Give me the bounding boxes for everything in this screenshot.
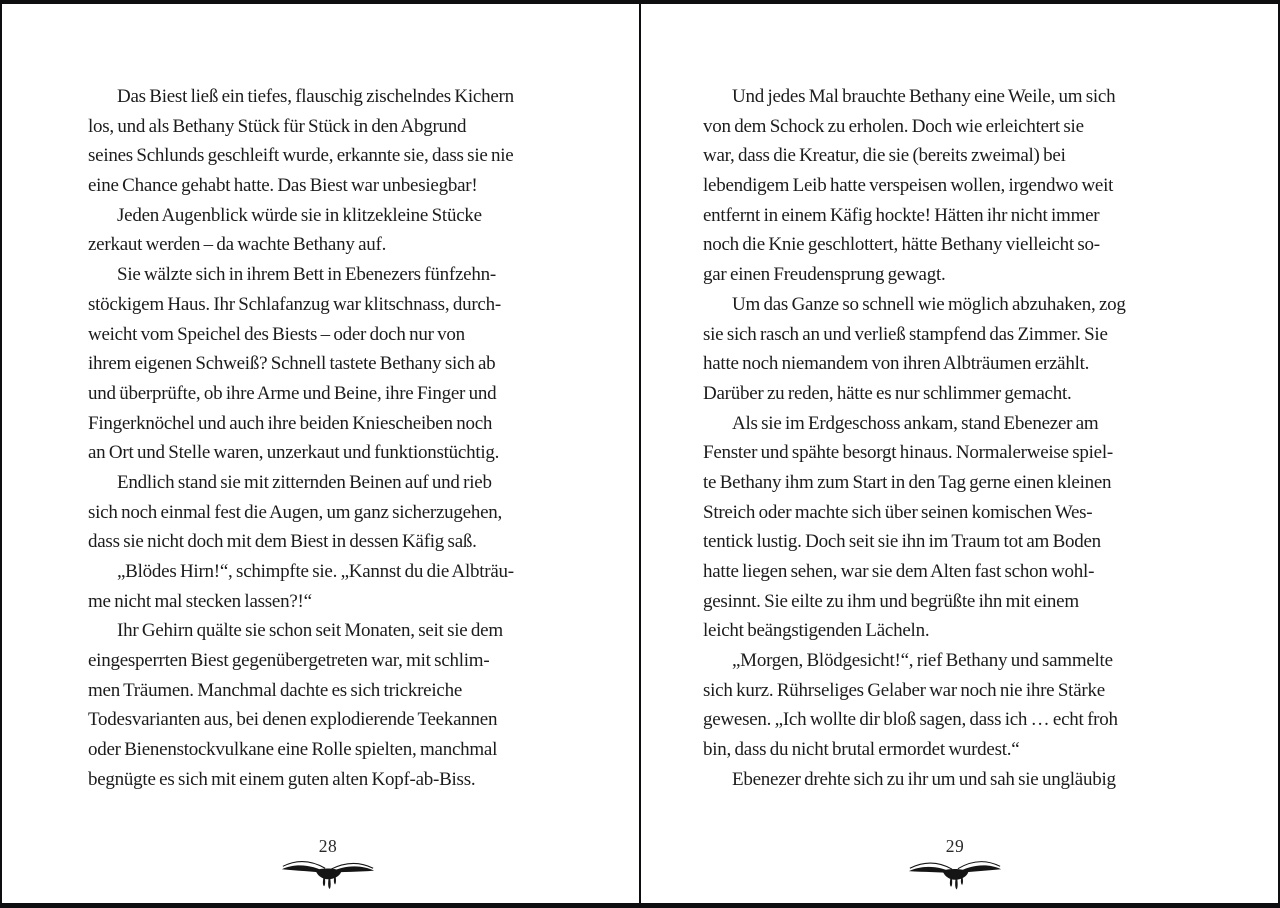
frame-left-edge xyxy=(0,0,2,908)
text-line: Als sie im Erdgeschoss ankam, stand Ebenezer am xyxy=(732,412,1099,434)
text-line: Todesvarianten aus, bei denen explodierende Teekannen xyxy=(88,709,498,731)
text-line: gewesen. „Ich wollte dir bloß sagen, dass ich … echt froh xyxy=(703,709,1118,731)
page-left-footer xyxy=(268,836,388,896)
text-line: Fingerknöchel und auch ihre beiden Kniescheiben noch xyxy=(88,412,493,434)
text-line: „Blödes Hirn!“, schimpfte sie. „Kannst du die Albträu- xyxy=(117,561,514,582)
text-line: stöckigem Haus. Ihr Schlafanzug war klitschnass, durch- xyxy=(88,293,501,315)
text-line: eingesperrten Biest gegenübergetreten war, mit schlim- xyxy=(88,650,490,672)
text-line: Das Biest ließ ein tiefes, flauschig zischelndes Kichern xyxy=(117,86,514,107)
text-line: Endlich stand sie mit zitternden Beinen auf und rieb xyxy=(117,471,492,493)
text-line: Darüber zu reden, hätte es nur schlimmer gemacht. xyxy=(703,382,1072,404)
text-line: entfernt in einem Käfig hockte! Hätten ihr nicht immer xyxy=(703,204,1100,226)
text-line: zerkaut werden – da wachte Bethany auf. xyxy=(88,234,387,256)
text-line: Fenster und spähte besorgt hinaus. Normalerweise spiel- xyxy=(703,442,1113,464)
text-line: noch die Knie geschlottert, hätte Bethany vielleicht so- xyxy=(703,234,1100,256)
text-line: Um das Ganze so schnell wie möglich abzuhaken, zog xyxy=(732,293,1126,315)
text-line: dass sie nicht doch mit dem Biest in dessen Käfig saß. xyxy=(88,531,477,553)
text-line: war, dass die Kreatur, die sie (bereits zweimal) bei xyxy=(703,145,1066,167)
text-line: Ebenezer drehte sich zu ihr um und sah sie ungläubig xyxy=(732,768,1116,790)
text-line: te Bethany ihm zum Start in den Tag gerne einen kleinen xyxy=(703,471,1112,493)
winged-drip-ornament-icon xyxy=(280,857,376,896)
page-number-right: 29 xyxy=(945,836,965,856)
text-line: Streich oder machte sich über seinen komischen Wes- xyxy=(703,501,1093,523)
text-line: gar einen Freudensprung gewagt. xyxy=(703,264,946,286)
text-line: los, und als Bethany Stück für Stück in den Abgrund xyxy=(88,115,467,137)
text-line: an Ort und Stelle waren, unzerkaut und funktionstüchtig. xyxy=(88,442,500,464)
page-number-left: 28 xyxy=(318,836,338,856)
text-line: Ihr Gehirn quälte sie schon seit Monaten, seit sie dem xyxy=(117,620,503,642)
text-line: sich kurz. Rührseliges Gelaber war noch nie ihre Stärke xyxy=(703,679,1105,701)
page-right-footer xyxy=(895,836,1015,896)
text-line: leicht beängstigenden Lächeln. xyxy=(703,620,930,642)
winged-drip-ornament-icon xyxy=(907,857,1003,896)
text-line: oder Bienenstockvulkane eine Rolle spielten, manchmal xyxy=(88,739,498,761)
text-line: lebendigem Leib hatte verspeisen wollen, irgendwo weit xyxy=(703,175,1114,197)
text-line: gesinnt. Sie eilte zu ihm und begrüßte ihn mit einem xyxy=(703,590,1079,612)
text-line: Jeden Augenblick würde sie in klitzekleine Stücke xyxy=(117,204,482,226)
text-line: eine Chance gehabt hatte. Das Biest war unbesiegbar! xyxy=(88,175,478,197)
text-line: me nicht mal stecken lassen?!“ xyxy=(88,590,312,612)
text-line: sie sich rasch an und verließ stampfend das Zimmer. Sie xyxy=(703,323,1108,345)
text-line: von dem Schock zu erholen. Doch wie erleichtert sie xyxy=(703,115,1084,137)
text-line: und überprüfte, ob ihre Arme und Beine, ihre Finger und xyxy=(88,382,497,404)
text-line: Und jedes Mal brauchte Bethany eine Weile, um sich xyxy=(732,86,1116,107)
text-line: bin, dass du nicht brutal ermordet wurdest.“ xyxy=(703,739,1020,761)
text-line: begnügte es sich mit einem guten alten Kopf-ab-Biss. xyxy=(88,768,476,790)
text-line: hatte noch niemandem von ihren Albträumen erzählt. xyxy=(703,353,1090,375)
text-line: seines Schlunds geschleift wurde, erkannte sie, dass sie nie xyxy=(88,145,514,167)
text-line: sich noch einmal fest die Augen, um ganz sicherzugehen, xyxy=(88,501,503,523)
page-right-text xyxy=(703,82,1189,795)
page-gutter-divider xyxy=(639,0,641,908)
text-line: weicht vom Speichel des Biests – oder doch nur von xyxy=(88,323,465,345)
text-line: hatte liegen sehen, war sie dem Alten fast schon wohl- xyxy=(703,561,1095,582)
page-left-text xyxy=(88,82,570,795)
text-line: ihrem eigenen Schweiß? Schnell tastete Bethany sich ab xyxy=(88,353,496,375)
text-line: Sie wälzte sich in ihrem Bett in Ebenezers fünfzehn- xyxy=(117,264,496,286)
text-line: men Träumen. Manchmal dachte es sich trickreiche xyxy=(88,679,463,701)
text-line: tentick lustig. Doch seit sie ihn im Traum tot am Boden xyxy=(703,531,1101,553)
text-line: „Morgen, Blödgesicht!“, rief Bethany und sammelte xyxy=(732,650,1113,672)
